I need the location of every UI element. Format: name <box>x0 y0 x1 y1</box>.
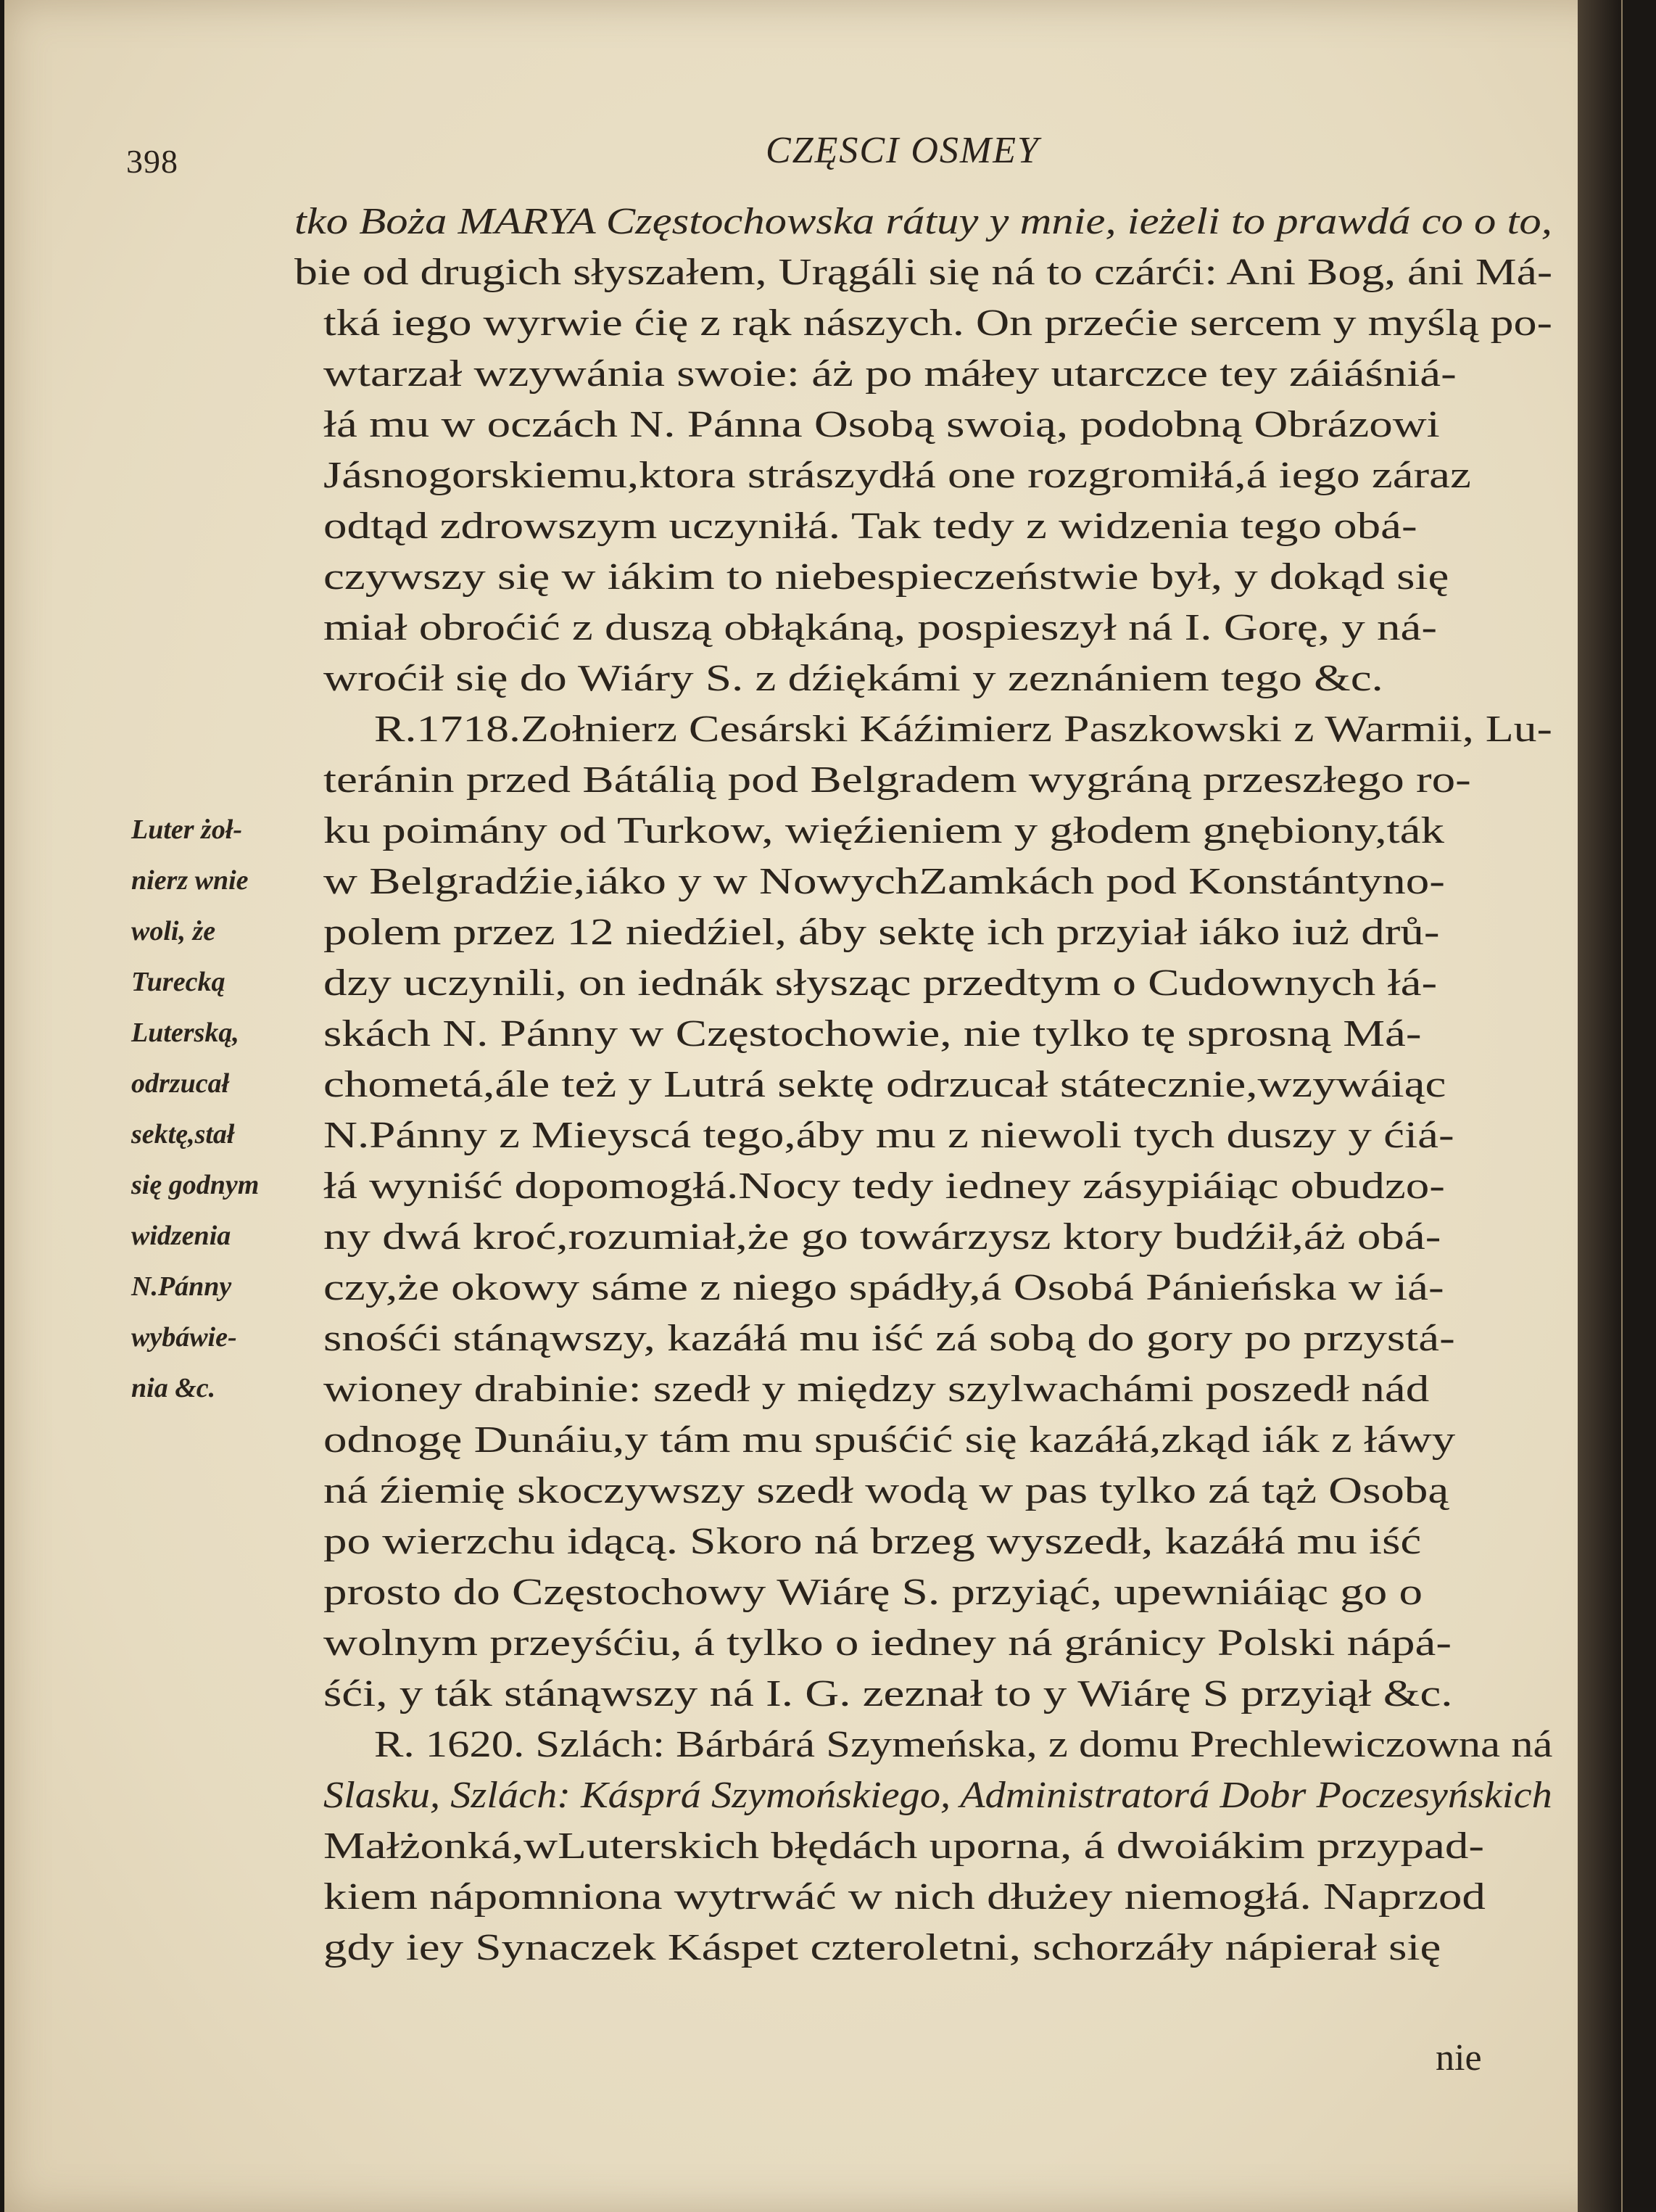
text-line: po wierzchu idącą. Skoro ná brzeg wyszedł, kazáłá mu iść <box>323 1521 1422 1562</box>
text-line: łá mu w oczách N. Pánna Osobą swoią, podobną Obrázowi <box>323 404 1440 445</box>
catchword: nie <box>1436 2037 1482 2079</box>
page-number: 398 <box>126 143 178 180</box>
text-line: wioney drabinie: szedł y między szylwachámi poszedł nád <box>323 1369 1430 1410</box>
text-line: gdy iey Synaczek Káspet czteroletni, schorzáły nápierał się <box>323 1927 1441 1968</box>
text-line: wroćił się do Wiáry S. z dźiękámi y zeznániem tego &c. <box>323 658 1383 699</box>
text-line: odnogę Dunáiu,y tám mu spuśćić się kazáłá,zkąd iák z łáwy <box>323 1419 1456 1461</box>
text-line: dzy uczynili, on iednák słysząc przedtym o Cudownych łá- <box>323 962 1438 1004</box>
text-line: ku poimány od Turkow, więźieniem y głodem gnębiony,ták <box>323 810 1444 851</box>
text-line: R. 1620. Szlách: Bárbárá Szymeńska, z domu Prechlewiczowna ná <box>374 1724 1553 1765</box>
text-line: tko Boża MARYA Częstochowska rátuy y mnie, ieżeli to prawdá co o to, <box>294 201 1552 242</box>
text-line: miał obroćić z duszą obłąkáną, pospieszył ná I. Gorę, y ná- <box>323 607 1437 648</box>
margin-note-line: woli, że <box>131 916 216 946</box>
text-line: tká iego wyrwie ćię z rąk nászych. On przećie sercem y myślą po- <box>323 302 1552 344</box>
text-line: czy,że okowy sáme z niego spádły,á Osobá Pánieńska w iá- <box>323 1267 1444 1308</box>
text-line: Jásnogorskiemu,ktora strászydłá one rozgromiłá,á iego záraz <box>323 455 1471 496</box>
margin-note-line: sektę,stał <box>131 1119 235 1150</box>
text-line: Slasku, Szlách: Kásprá Szymońskiego, Administratorá Dobr Poczesyńskich <box>323 1775 1552 1816</box>
text-line: polem przez 12 niedźiel, áby sektę ich przyiał iáko iuż drů- <box>323 912 1440 953</box>
text-line: Małżonká,wLuterskich błędách uporna, á dwoiákim przypad- <box>323 1825 1484 1867</box>
text-line: prosto do Częstochowy Wiárę S. przyiąć, upewniáiąc go o <box>323 1572 1423 1613</box>
text-line: bie od drugich słyszałem, Urągáli się ná to czárći: Ani Bog, áni Má- <box>294 252 1553 293</box>
text-line: snośći stánąwszy, kazáłá mu iść zá sobą do gory po przystá- <box>323 1318 1455 1359</box>
book-spine <box>1578 0 1621 2212</box>
margin-note-line: wybáwie- <box>131 1322 237 1353</box>
margin-note-line: Luter żoł- <box>131 814 243 845</box>
margin-note-line: Turecką <box>131 967 225 997</box>
margin-note-line: nierz wnie <box>131 865 249 896</box>
text-line: wolnym przeyśćiu, á tylko o iedney ná gránicy Polski nápá- <box>323 1622 1452 1664</box>
margin-note-line: nia &c. <box>131 1373 216 1403</box>
text-line: czywszy się w iákim to niebespieczeństwie był, y dokąd się <box>323 556 1449 598</box>
text-line: chometá,ále też y Lutrá sektę odrzucał státecznie,wzywáiąc <box>323 1064 1446 1105</box>
running-title: CZĘSCI OSMEY <box>766 130 1040 171</box>
margin-note-line: N.Pánny <box>131 1271 232 1302</box>
book-page <box>4 0 1623 2212</box>
margin-note-line: odrzucał <box>131 1068 230 1099</box>
text-line: R.1718.Zołnierz Cesárski Káźimierz Paszkowski z Warmii, Lu- <box>374 709 1552 750</box>
text-line: kiem nápomniona wytrwáć w nich dłużey niemogłá. Naprzod <box>323 1876 1486 1918</box>
text-line: wtarzał wzywánia swoie: áż po máłey utarczce tey záiáśniá- <box>323 353 1457 395</box>
text-line: odtąd zdrowszym uczyniłá. Tak tedy z widzenia tego obá- <box>323 505 1417 547</box>
text-line: łá wyniść dopomogłá.Nocy tedy iedney zásypiáiąc obudzo- <box>323 1165 1445 1207</box>
text-line: śći, y ták stánąwszy ná I. G. zeznał to y Wiárę S przyiął &c. <box>323 1673 1453 1714</box>
margin-note-line: się godnym <box>131 1170 260 1200</box>
text-line: teránin przed Bátálią pod Belgradem wygráną przeszłego ro- <box>323 759 1471 801</box>
text-line: w Belgradźie,iáko y w NowychZamkách pod Konstántyno- <box>323 861 1445 902</box>
margin-note-line: widzenia <box>131 1221 231 1251</box>
text-line: skách N. Pánny w Częstochowie, nie tylko tę sprosną Má- <box>323 1013 1422 1055</box>
text-line: ny dwá kroć,rozumiał,że go towárzysz ktory budźił,áż obá- <box>323 1216 1441 1258</box>
text-line: N.Pánny z Mieyscá tego,áby mu z niewoli tych duszy y ćiá- <box>323 1115 1454 1156</box>
margin-note-line: Luterską, <box>131 1018 239 1048</box>
text-line: ná źiemię skoczywszy szedł wodą w pas tylko zá tąż Osobą <box>323 1470 1449 1511</box>
